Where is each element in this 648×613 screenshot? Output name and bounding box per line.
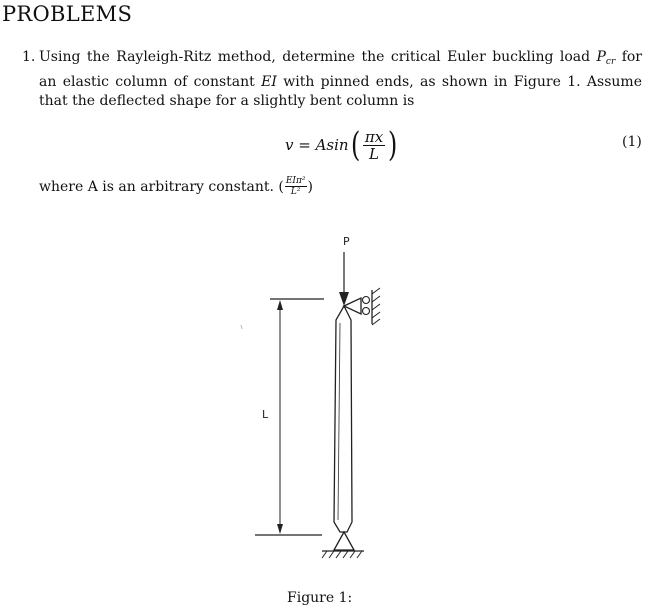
figure-caption: Figure 1: [287, 590, 353, 606]
page-heading: PROBLEMS [2, 2, 133, 26]
load-subscript: cr [605, 57, 616, 67]
problem-1 [22, 48, 642, 112]
hint-fraction [285, 176, 307, 197]
dimension-arrow-top [277, 300, 283, 310]
equation-number: (1) [622, 134, 642, 150]
stiffness-symbol: EI [261, 73, 277, 90]
bottom-pin-triangle [334, 532, 354, 550]
load-symbol: P [596, 49, 606, 65]
hint-close-paren: ) [307, 178, 313, 195]
where-line [39, 176, 313, 197]
left-paren: ( [350, 125, 360, 165]
dimension-arrow-bottom [277, 524, 283, 534]
ground-hatch [322, 551, 362, 558]
top-roller-1 [363, 297, 370, 304]
top-roller-2 [363, 308, 370, 315]
column-body [334, 306, 352, 532]
load-label: P [343, 235, 350, 248]
problem-number: 1. [22, 49, 36, 65]
column-inner-line [338, 323, 340, 520]
length-label: L [262, 408, 269, 421]
stray-mark [241, 325, 242, 329]
column-figure [230, 228, 390, 568]
equation-fraction [363, 129, 385, 162]
where-text: where A is an arbitrary constant. ( [39, 178, 284, 195]
problem-text-part1: Using the Rayleigh-Ritz method, determine the critical Euler buckling load [39, 49, 597, 65]
top-wall-hatch [372, 288, 380, 325]
equation-1 [285, 125, 399, 165]
equation-denominator: L [369, 144, 379, 163]
problem-text-part2: for an elastic column of constant [39, 49, 642, 90]
equation-lhs: v = Asin [285, 136, 349, 154]
hint-numerator: EIπ² [285, 176, 306, 186]
problem-text-part3: with pinned ends, as shown in Figure 1. Assume that the deflected shape for a slightly bent column is [39, 73, 642, 109]
problem-text [39, 48, 642, 112]
hint-denominator: L² [290, 187, 301, 197]
equation-numerator: πx [364, 127, 384, 146]
right-paren: ) [388, 125, 398, 165]
